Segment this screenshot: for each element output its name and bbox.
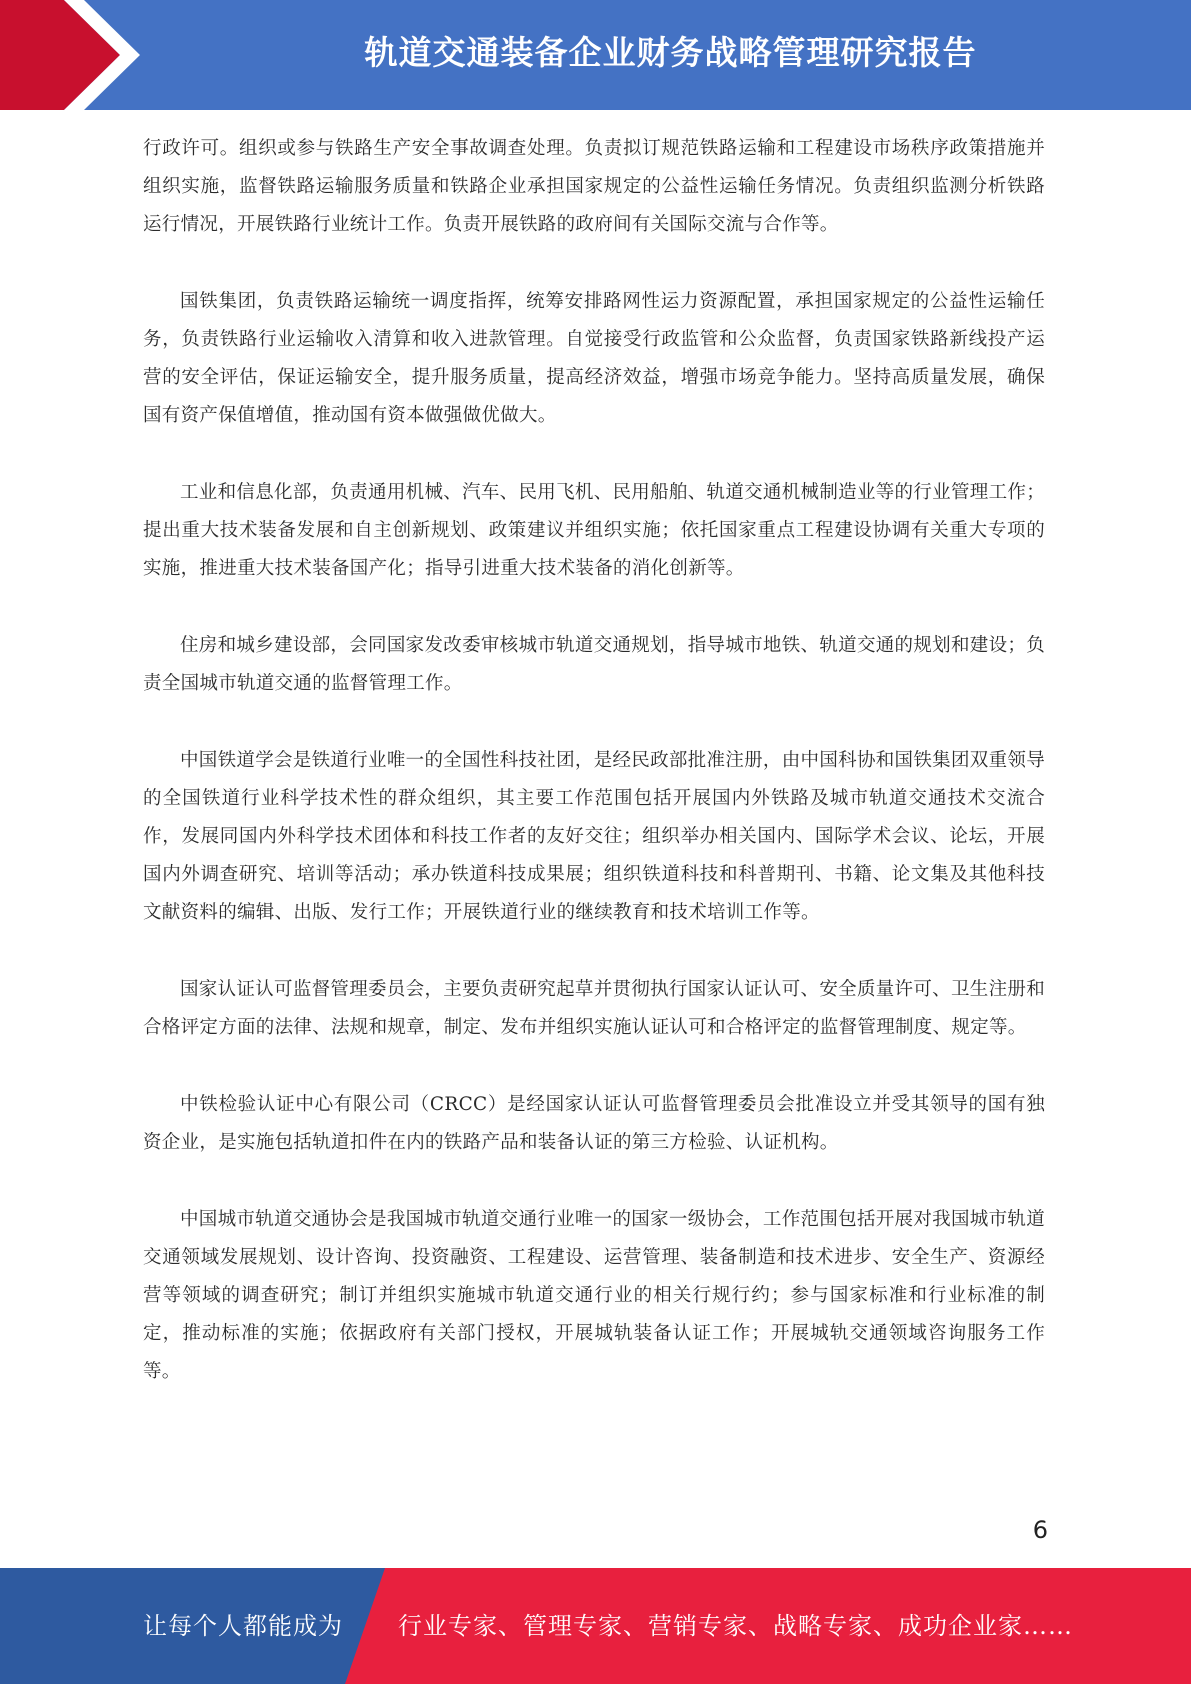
header-red-chevron: [0, 0, 150, 110]
page-header: [0, 0, 1191, 110]
paragraph-miit: 工业和信息化部，负责通用机械、汽车、民用飞机、民用船舶、轨道交通机械制造业等的行业管理工作；提出重大技术装备发展和自主创新规划、政策建议并组织实施；依托国家重点工程建设协调有关重大专项的实施，推进重大技术装备国产化；指导引进重大技术装备的消化创新等。: [143, 482, 1045, 579]
page-footer: [0, 1568, 1191, 1684]
paragraph-continued: 行政许可。组织或参与铁路生产安全事故调查处理。负责拟订规范铁路运输和工程建设市场秩序政策措施并组织实施，监督铁路运输服务质量和铁路企业承担国家规定的公益性运输任务情况。负责组织监测分析铁路运行情况，开展铁路行业统计工作。负责开展铁路的政府间有关国际交流与合作等。: [143, 138, 1045, 235]
document-body: [143, 130, 1045, 1430]
paragraph-camet: 中国城市轨道交通协会是我国城市轨道交通行业唯一的国家一级协会，工作范围包括开展对我国城市轨道交通领域发展规划、设计咨询、投资融资、工程建设、运营管理、装备制造和技术进步、安全生产、资源经营等领域的调查研究；制订并组织实施城市轨道交通行业的相关行规行约；参与国家标准和行业标准的制定，推动标准的实施；依据政府有关部门授权，开展城轨装备认证工作；开展城轨交通领域咨询服务工作等。: [143, 1209, 1045, 1382]
paragraph-china-railway-group: 国铁集团，负责铁路运输统一调度指挥，统筹安排路网性运力资源配置，承担国家规定的公益性运输任务，负责铁路行业运输收入清算和收入进款管理。自觉接受行政监管和公众监督，负责国家铁路新线投产运营的安全评估，保证运输安全，提升服务质量，提高经济效益，增强市场竞争能力。坚持高质量发展，确保国有资产保值增值，推动国有资本做强做优做大。: [143, 291, 1045, 426]
footer-slogan-left: 让每个人都能成为: [143, 1612, 343, 1640]
page-number: 6: [1032, 1516, 1048, 1544]
paragraph-mohurd: 住房和城乡建设部，会同国家发改委审核城市轨道交通规划，指导城市地铁、轨道交通的规划和建设；负责全国城市轨道交通的监督管理工作。: [143, 635, 1045, 694]
footer-slogan-right: 行业专家、管理专家、营销专家、战略专家、成功企业家……: [398, 1612, 1073, 1640]
paragraph-crcc: 中铁检验认证中心有限公司（CRCC）是经国家认证认可监督管理委员会批准设立并受其领导的国有独资企业，是实施包括轨道扣件在内的铁路产品和装备认证的第三方检验、认证机构。: [143, 1094, 1045, 1153]
paragraph-cnca: 国家认证认可监督管理委员会，主要负责研究起草并贯彻执行国家认证认可、安全质量许可、卫生注册和合格评定方面的法律、法规和规章，制定、发布并组织实施认证认可和合格评定的监督管理制度、规定等。: [143, 979, 1045, 1038]
report-title: 轨道交通装备企业财务战略管理研究报告: [364, 33, 977, 72]
paragraph-railway-society: 中国铁道学会是铁道行业唯一的全国性科技社团，是经民政部批准注册，由中国科协和国铁集团双重领导的全国铁道行业科学技术性的群众组织，其主要工作范围包括开展国内外铁路及城市轨道交通技术交流合作，发展同国内外科学技术团体和科技工作者的友好交往；组织举办相关国内、国际学术会议、论坛，开展国内外调查研究、培训等活动；承办铁道科技成果展；组织铁道科技和科普期刊、书籍、论文集及其他科技文献资料的编辑、出版、发行工作；开展铁道行业的继续教育和技术培训工作等。: [143, 750, 1045, 923]
